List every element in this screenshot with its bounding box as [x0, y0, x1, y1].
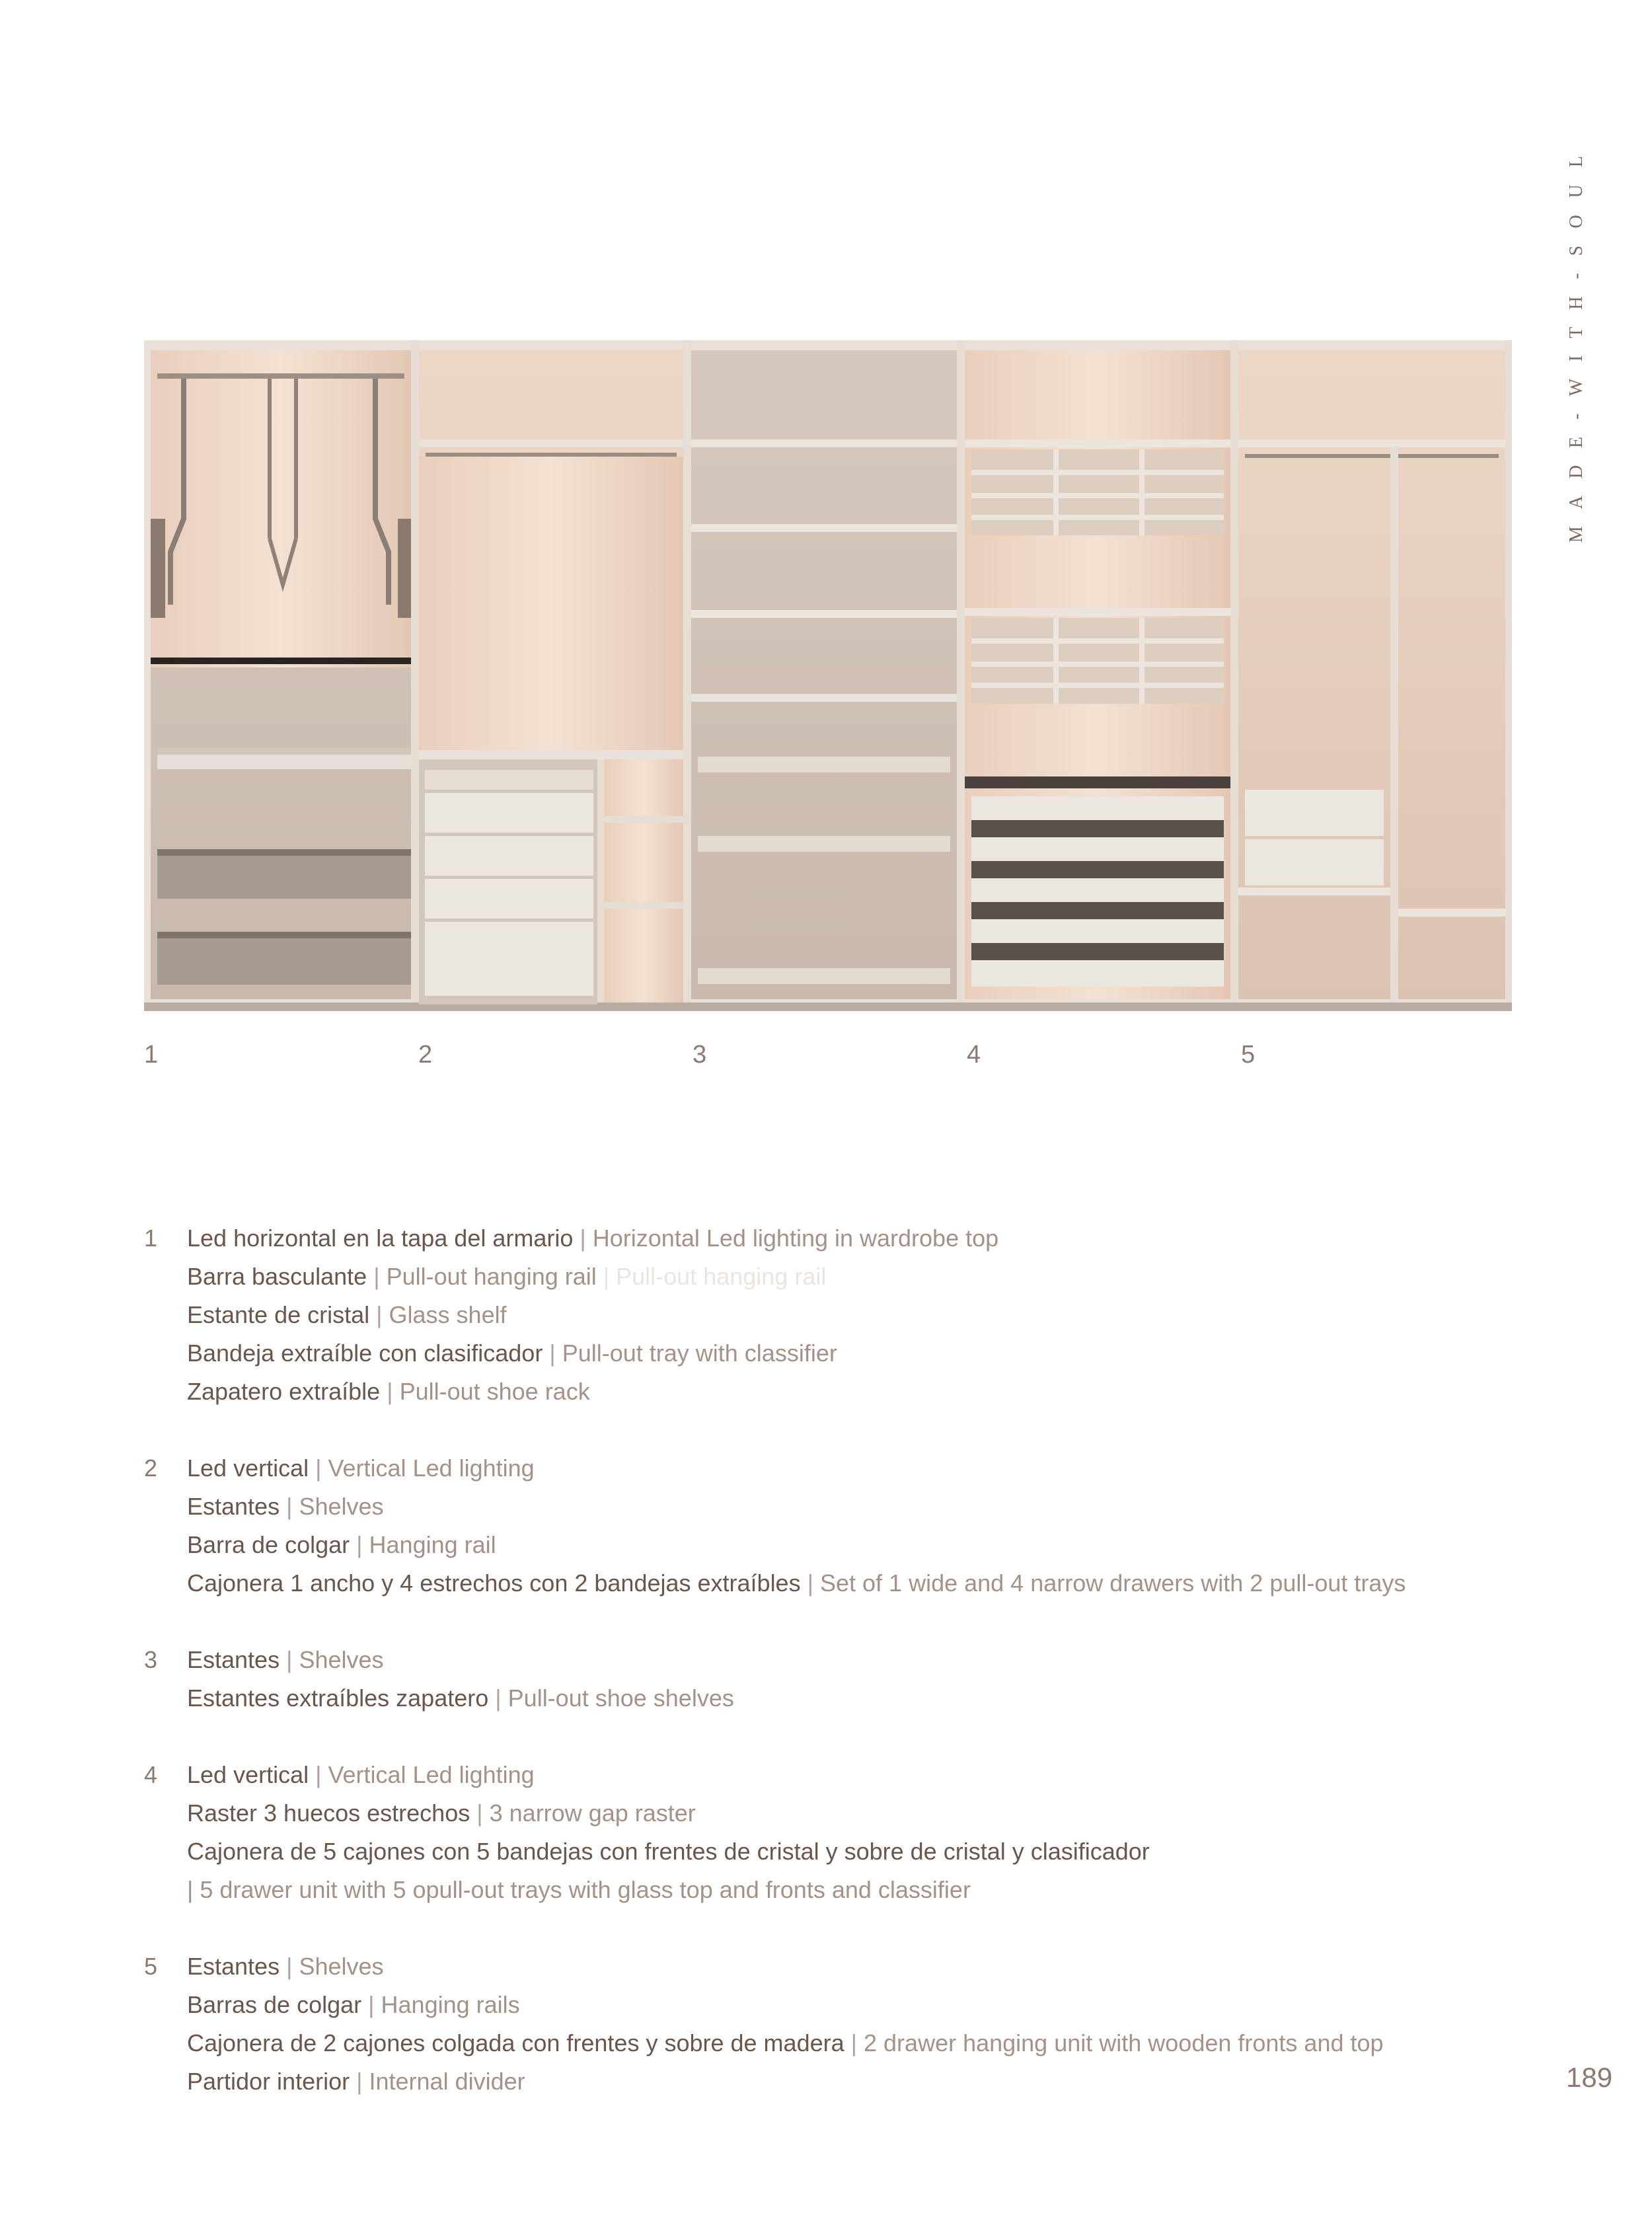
spec-group-number: 2 [144, 1454, 158, 1482]
spec-group-1 [144, 1219, 1532, 1411]
spec-line: Barras de colgar | Hanging rails [187, 1991, 520, 2018]
spec-group-number: 4 [144, 1761, 158, 1788]
section-1 [151, 350, 412, 999]
spec-line: Led vertical | Vertical Led lighting [187, 1761, 535, 1788]
spec-group-5 [144, 1947, 1532, 2101]
spec-line: Estante de cristal | Glass shelf [187, 1301, 507, 1328]
module-number-1: 1 [144, 1041, 159, 1069]
spec-group-2 [144, 1449, 1532, 1603]
module-number-3: 3 [693, 1041, 707, 1069]
spec-line: Estantes | Shelves [187, 1493, 384, 1520]
spec-line: Barra basculante | Pull-out hanging rail | Pull-out hanging rail [187, 1263, 827, 1290]
wardrobe-drawing [144, 340, 1512, 1011]
spec-line: Cajonera 1 ancho y 4 estrechos con 2 bandejas extraíbles | Set of 1 wide and 4 narrow drawers with 2 pull-out trays [187, 1569, 1406, 1597]
spec-line: Estantes | Shelves [187, 1646, 384, 1673]
module-number-2: 2 [418, 1041, 433, 1069]
spec-line: Estantes extraíbles zapatero | Pull-out shoe shelves [187, 1684, 734, 1712]
module-number-5: 5 [1241, 1041, 1256, 1069]
spec-group-4 [144, 1756, 1532, 1909]
section-2 [419, 350, 683, 1004]
spec-group-3 [144, 1641, 1532, 1717]
spec-line: Raster 3 huecos estrechos | 3 narrow gap raster [187, 1799, 696, 1827]
spec-line: Estantes | Shelves [187, 1953, 384, 1980]
section-3 [691, 350, 957, 999]
spec-group-number: 3 [144, 1646, 158, 1673]
spec-line: Led horizontal en la tapa del armario | Horizontal Led lighting in wardrobe top [187, 1225, 999, 1252]
wardrobe-illustration [144, 340, 1512, 1011]
spec-line: Zapatero extraíble | Pull-out shoe rack [187, 1378, 590, 1405]
spec-line: Cajonera de 5 cajones con 5 bandejas con frentes de cristal y sobre de cristal y clasificador [187, 1838, 1150, 1865]
tagline: MADE-WITH-SOUL [1566, 139, 1587, 543]
page-number: 189 [1566, 2062, 1613, 2093]
section-5 [1238, 350, 1505, 1002]
spec-line: Barra de colgar | Hanging rail [187, 1531, 496, 1558]
spec-list [144, 1219, 1532, 2139]
spec-line: | 5 drawer unit with 5 opull-out trays with glass top and fronts and classifier [187, 1876, 971, 1903]
section-4 [965, 350, 1230, 999]
spec-line: Led vertical | Vertical Led lighting [187, 1454, 535, 1482]
spec-group-number: 5 [144, 1953, 158, 1980]
spec-line: Bandeja extraíble con clasificador | Pull-out tray with classifier [187, 1340, 837, 1367]
spec-group-number: 1 [144, 1225, 158, 1252]
module-number-4: 4 [967, 1041, 981, 1069]
spec-line: Partidor interior | Internal divider [187, 2068, 525, 2095]
spec-line: Cajonera de 2 cajones colgada con frentes y sobre de madera | 2 drawer hanging unit with wooden fronts and top [187, 2029, 1384, 2057]
